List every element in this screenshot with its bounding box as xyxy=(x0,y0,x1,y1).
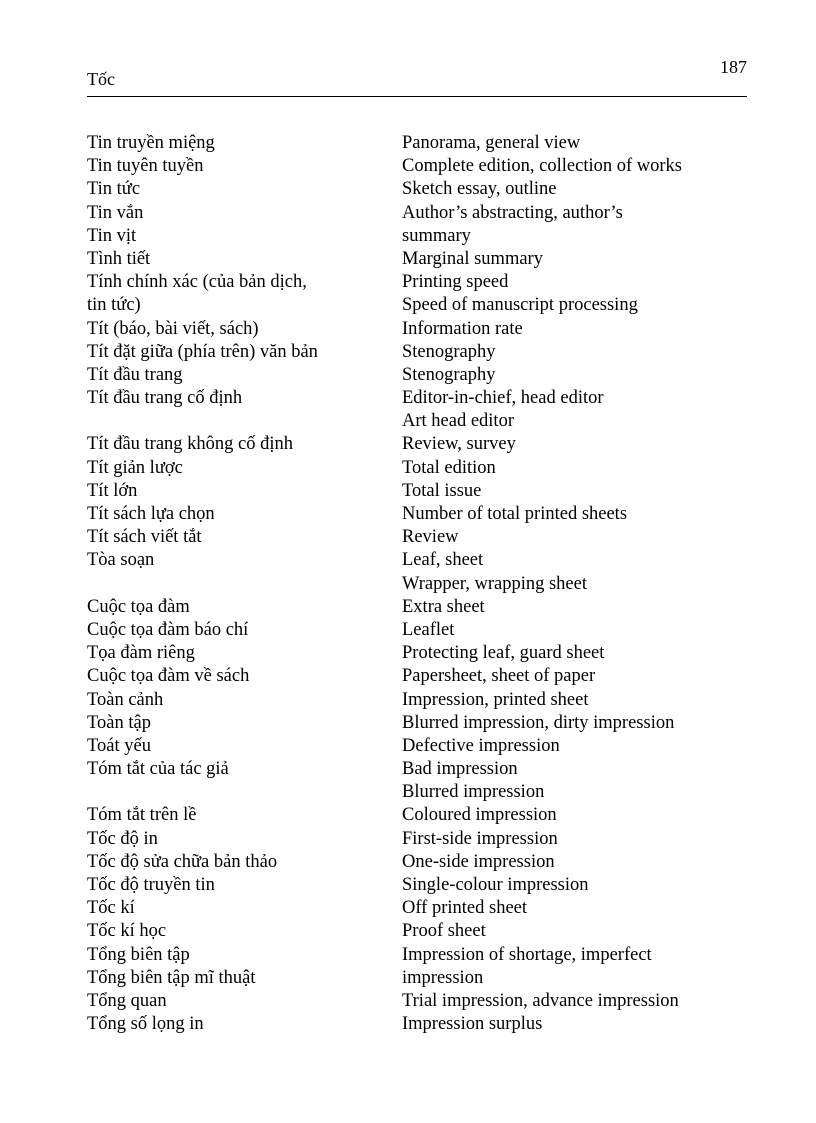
vietnamese-term-line: Tình tiết xyxy=(87,248,151,269)
english-translation-line: Papersheet, sheet of paper xyxy=(402,666,596,687)
english-translation-line: Total edition xyxy=(402,457,496,478)
vietnamese-term-line: Tít đầu trang không cố định xyxy=(87,434,294,455)
english-translation-line: Impression, printed sheet xyxy=(402,689,589,710)
vietnamese-term-line: Tít sách lựa chọn xyxy=(87,504,215,524)
english-translation-line: Marginal summary xyxy=(402,248,543,269)
english-translation-line: Number of total printed sheets xyxy=(402,504,628,524)
english-translation-line: Review, survey xyxy=(402,434,516,455)
vietnamese-term-line: Tốc độ in xyxy=(87,828,158,849)
vietnamese-term-line: Tóm tắt của tác giả xyxy=(87,759,229,780)
vietnamese-term-line: Tít đặt giữa (phía trên) văn bản xyxy=(87,341,318,362)
english-translation-line: Off printed sheet xyxy=(402,898,528,919)
glossary-columns xyxy=(87,132,747,1036)
vietnamese-term-line: Toàn cảnh xyxy=(87,689,164,710)
english-translation-line: Art head editor xyxy=(402,411,514,432)
vietnamese-term-line: Cuộc tọa đàm về sách xyxy=(87,666,250,687)
vietnamese-term-line: Cuộc tọa đàm xyxy=(87,596,190,617)
vietnamese-term-line: Tọa đàm riêng xyxy=(87,643,195,664)
english-translation-line: Stenography xyxy=(402,364,496,385)
english-translation-line: Blurred impression xyxy=(402,782,545,803)
english-translation-line: Coloured impression xyxy=(402,805,557,826)
vietnamese-column xyxy=(87,132,402,1036)
vietnamese-term-line: Tòa soạn xyxy=(87,550,155,571)
vietnamese-term-line: Tổng biên tập mĩ thuật xyxy=(87,967,256,988)
vietnamese-term-line: Tính chính xác (của bản dịch, xyxy=(87,272,307,293)
vietnamese-term-line: Tin truyền miệng xyxy=(87,133,215,153)
english-translation-line: Information rate xyxy=(402,318,523,339)
english-translation-line: Leaflet xyxy=(402,619,455,640)
english-translation-line: Protecting leaf, guard sheet xyxy=(402,643,605,664)
vietnamese-term-line: Toát yếu xyxy=(87,735,151,756)
vietnamese-term-line: Tin tuyên tuyền xyxy=(87,156,204,177)
english-translation-line: Total issue xyxy=(402,480,482,501)
english-translation-line: Blurred impression, dirty impression xyxy=(402,712,675,733)
english-translation-line: Impression surplus xyxy=(402,1014,543,1035)
english-column xyxy=(402,132,747,1036)
english-translation-line: Impression of shortage, imperfect xyxy=(402,944,652,965)
vietnamese-term-line: Tin vịt xyxy=(87,225,137,246)
english-translation-line: Review xyxy=(402,527,459,548)
vietnamese-term-line: Tin vắn xyxy=(87,202,144,223)
vietnamese-term-line: Tốc độ sửa chữa bản thảo xyxy=(87,851,278,872)
page-number: 187 xyxy=(720,57,747,77)
vietnamese-term-line: Tít đầu trang xyxy=(87,364,183,385)
english-translation-line: First-side impression xyxy=(402,828,558,849)
vietnamese-term-line: Tít (báo, bài viết, sách) xyxy=(87,318,259,339)
vietnamese-term-line: Tít giản lược xyxy=(87,457,183,478)
english-translation-line: Wrapper, wrapping sheet xyxy=(402,573,587,594)
vietnamese-term-line: Tổng quan xyxy=(87,990,167,1011)
vietnamese-term-line: Tốc kí học xyxy=(87,921,167,942)
english-translation-line: Editor-in-chief, head editor xyxy=(402,388,604,409)
vietnamese-term-line: Tổng số lọng in xyxy=(87,1014,204,1035)
english-translation-line: Printing speed xyxy=(402,272,509,293)
english-translation-line: One-side impression xyxy=(402,851,555,872)
vietnamese-term-line: Tít sách viết tắt xyxy=(87,527,202,548)
english-translation-line: Panorama, general view xyxy=(402,133,581,153)
english-translation-line: Trial impression, advance impression xyxy=(402,990,679,1011)
vietnamese-term-line xyxy=(87,781,402,804)
english-translation-line: Extra sheet xyxy=(402,596,485,617)
vietnamese-term-line xyxy=(87,410,402,433)
english-translation-line: summary xyxy=(402,225,471,246)
english-translation-line: Author’s abstracting, author’s xyxy=(402,202,623,223)
english-translation-line: Sketch essay, outline xyxy=(402,179,557,200)
english-translation-line: Single-colour impression xyxy=(402,875,589,895)
vietnamese-term-line: tin tức) xyxy=(87,295,141,316)
english-translation-line: Proof sheet xyxy=(402,921,486,942)
vietnamese-term-line: Tít lớn xyxy=(87,480,138,501)
vietnamese-term-line: Tốc kí xyxy=(87,898,135,919)
vietnamese-term-line: Tổng biên tập xyxy=(87,944,190,965)
vietnamese-term-line xyxy=(87,573,402,596)
vietnamese-term-line: Cuộc tọa đàm báo chí xyxy=(87,619,249,640)
english-translation-line: Defective impression xyxy=(402,735,560,756)
head-word: Tốc xyxy=(87,69,115,89)
vietnamese-term-line: Tóm tắt trên lề xyxy=(87,805,197,826)
vietnamese-term-line: Tít đầu trang cố định xyxy=(87,388,243,409)
english-translation-line: impression xyxy=(402,967,484,988)
vietnamese-term-line: Tốc độ truyền tin xyxy=(87,875,215,895)
english-translation-line: Speed of manuscript processing xyxy=(402,295,638,316)
vietnamese-term-line: Tin tức xyxy=(87,179,141,200)
running-header xyxy=(87,57,747,97)
vietnamese-term-line: Toàn tập xyxy=(87,712,151,733)
english-translation-line: Stenography xyxy=(402,341,496,362)
english-translation-line: Leaf, sheet xyxy=(402,550,484,571)
english-translation-line: Bad impression xyxy=(402,759,518,780)
english-translation-line: Complete edition, collection of works xyxy=(402,156,683,177)
